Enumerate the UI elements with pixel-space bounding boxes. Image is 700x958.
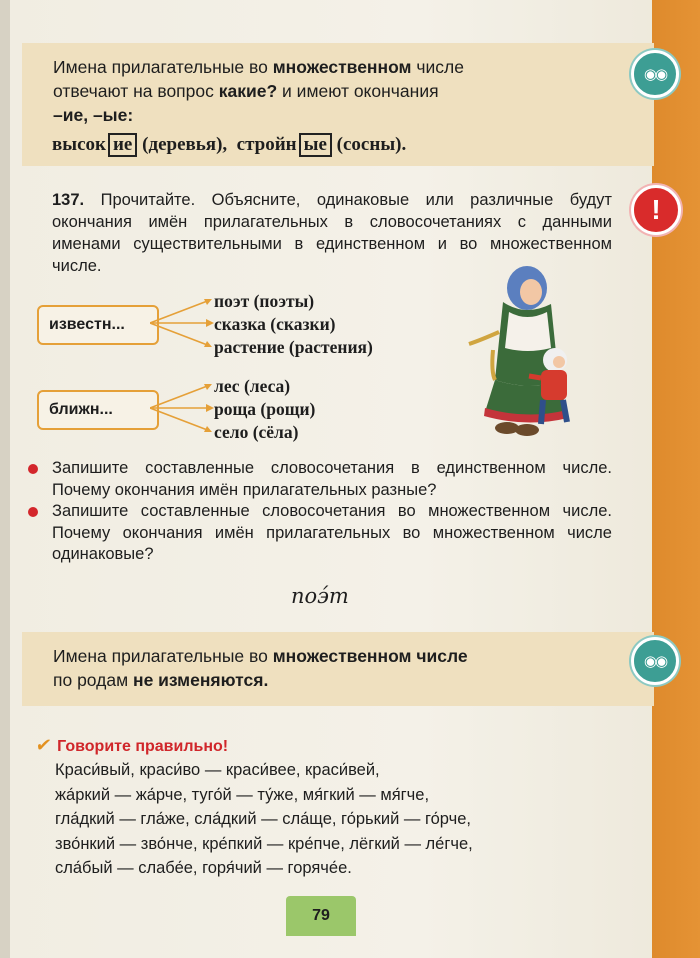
red-bullet-icon — [28, 507, 38, 517]
owl-icon: ◉◉ — [631, 50, 679, 98]
arrow-fan-icon — [150, 373, 220, 443]
speak-heading-text: Говорите правильно! — [57, 738, 229, 755]
exercise-bullets — [24, 458, 612, 566]
adjective-stem-box: известн... — [37, 305, 159, 345]
rule-text-part: по родам — [53, 670, 133, 690]
bullet-text: Запишите составленные словосочетания в единственном числе. Почему окончания имён прилагательных разные? — [52, 459, 612, 499]
noun-item: растение (растения) — [214, 337, 373, 357]
rule-bold-term: множественном — [272, 57, 412, 77]
noun-list — [214, 375, 315, 444]
noun-item: поэт (поэты) — [214, 291, 315, 311]
rule-text — [53, 644, 624, 692]
owl-icon: ◉◉ — [631, 637, 679, 685]
speak-line: гла́дкий — гла́же, сла́дкий — сла́ще, го́рький — го́рче, — [55, 810, 471, 828]
red-bullet-icon — [28, 464, 38, 474]
page-side-strip — [652, 0, 700, 958]
rule-box-no-gender — [22, 632, 654, 706]
example-stem: стройн — [236, 134, 297, 155]
noun-item: роща (рощи) — [214, 399, 316, 419]
adjective-stem-box: ближн... — [37, 390, 159, 430]
rule-text-part: Имена прилагательные во — [53, 646, 273, 666]
speak-line: сла́бый — слабе́е, горя́чий — горяче́е. — [55, 859, 352, 877]
rule-example — [52, 133, 406, 157]
rule-text-part: числе — [411, 57, 464, 77]
noun-item: лес (леса) — [214, 376, 291, 396]
grandmother-child-illustration — [455, 262, 585, 452]
exclamation-icon: ! — [631, 185, 681, 235]
rule-text-part: и имеют окончания — [277, 81, 439, 101]
example-ending-box: ые — [299, 133, 332, 157]
bullet-text: Запишите составленные словосочетания во множественном числе. Почему окончания имён прилагательных во множественном числе одинаковые? — [52, 502, 612, 563]
rule-bold-term: –ие, –ые: — [53, 105, 134, 125]
check-icon: ✔ — [34, 735, 53, 755]
noun-item: сказка (сказки) — [214, 314, 336, 334]
page-number: 79 — [286, 896, 356, 936]
rule-text-part: Имена прилагательные во — [53, 57, 273, 77]
arrow-fan-icon — [150, 288, 220, 358]
rule-bold-term: какие? — [218, 81, 278, 101]
speak-word-list — [55, 758, 595, 881]
rule-text — [53, 55, 624, 127]
noun-list — [214, 290, 373, 359]
speak-line: зво́нкий — зво́нче, кре́пкий — кре́пче, лёгкий — ле́гче, — [55, 834, 473, 853]
exercise-number: 137. — [52, 191, 85, 209]
speak-line: жа́ркий — жа́рче, туго́й — ту́же, мя́гкий — мя́гче, — [55, 785, 430, 804]
exercise-text: Прочитайте. Объясните, одинаковые или различные будут окончания имён прилагательных в словосочетаниях с данными именами существительными в единственном и во множественном числе. — [52, 191, 612, 275]
handwritten-word: поэ́т — [291, 584, 349, 608]
rule-text-part: отвечают на вопрос — [53, 81, 219, 101]
example-ending-box: ие — [108, 133, 137, 157]
noun-item: село (сёла) — [214, 422, 299, 442]
rule-bold-term: не изменяются. — [133, 670, 269, 690]
bullet-item — [24, 501, 612, 566]
rule-box-plural-endings — [22, 43, 654, 166]
speak-heading — [36, 735, 228, 756]
example-noun: (сосны). — [336, 134, 407, 155]
example-noun: (деревья), — [142, 134, 228, 155]
bullet-item — [24, 458, 612, 501]
page-edge — [0, 0, 10, 958]
example-stem: высок — [52, 134, 106, 155]
rule-bold-term: множественном числе — [272, 646, 468, 666]
speak-line: Краси́вый, краси́во — краси́вее, краси́вей, — [55, 761, 380, 779]
